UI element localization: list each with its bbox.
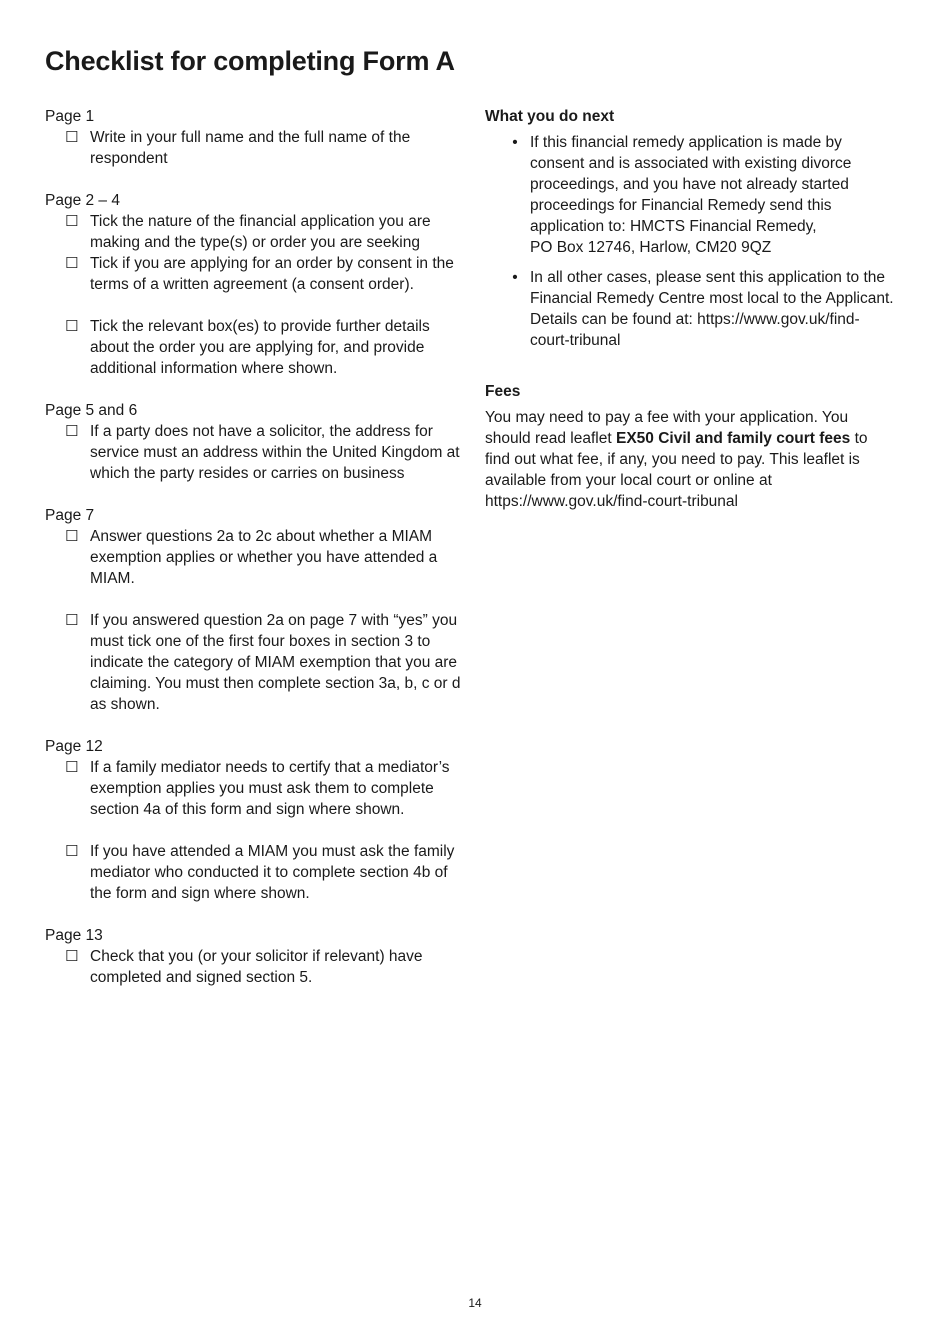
checkbox-icon[interactable]: ☐: [65, 528, 79, 545]
checklist-item-text: If you answered question 2a on page 7 with “yes” you must tick one of the first four boxes in section 3 to indicate the category of MIAM exemption that you are claiming. You must then complete section 3a, b, c or d as shown.: [90, 612, 461, 713]
checklist-item-text: Tick if you are applying for an order by consent in the terms of a written agreement (a consent order).: [90, 255, 454, 293]
fees-heading: Fees: [485, 383, 521, 400]
checklist-item-text: Answer questions 2a to 2c about whether a MIAM exemption applies or whether you have attended a MIAM.: [90, 528, 438, 587]
section-label: Page 2 – 4: [45, 192, 120, 209]
checklist-item: [45, 316, 470, 379]
checklist-item-text: If you have attended a MIAM you must ask the family mediator who conducted it to complete section 4b of the form and sign where shown.: [90, 843, 455, 902]
checklist-section-page-2-4: [45, 190, 470, 379]
checklist-item: [45, 946, 470, 988]
checklist-item: [45, 253, 470, 295]
next-step-text: In all other cases, please sent this application to the Financial Remedy Centre most local to the Applicant. Details can be found at: https://www.gov.uk/find-court-tribunal: [530, 269, 894, 349]
checkbox-icon[interactable]: ☐: [65, 843, 79, 860]
section-label: Page 13: [45, 927, 103, 944]
fees-section: [485, 381, 895, 512]
section-label: Page 7: [45, 507, 95, 524]
section-label: Page 5 and 6: [45, 402, 138, 419]
checklist-item: [45, 421, 470, 484]
next-step-item: [485, 132, 895, 258]
checklist-item-text: Tick the relevant box(es) to provide further details about the order you are applying for, and provide additional information where shown.: [90, 318, 430, 377]
checkbox-icon[interactable]: ☐: [65, 612, 79, 629]
checklist-section-page-7: [45, 505, 470, 715]
section-label: Page 1: [45, 108, 95, 125]
checkbox-icon[interactable]: ☐: [65, 129, 79, 146]
leaflet-name: EX50 Civil and family court fees: [615, 430, 851, 447]
next-step-item: [485, 267, 895, 351]
bullet-icon: •: [512, 134, 518, 151]
checkbox-icon[interactable]: ☐: [65, 423, 79, 440]
checklist-item-text: Write in your full name and the full name of the respondent: [90, 129, 411, 167]
checklist-item: [45, 127, 470, 169]
bullet-icon: •: [512, 269, 518, 286]
checklist-item: [45, 526, 470, 589]
page-title: Checklist for completing Form A: [45, 46, 455, 76]
checklist-column: [45, 106, 470, 1009]
checklist-item: [45, 211, 470, 253]
checkbox-icon[interactable]: ☐: [65, 213, 79, 230]
section-label: Page 12: [45, 738, 103, 755]
checkbox-icon[interactable]: ☐: [65, 948, 79, 965]
next-step-text: If this financial remedy application is made by consent and is associated with existing divorce proceedings, and you have not already started proceedings for Financial Remedy send this application to: HMCTS Financial Remedy,: [530, 134, 852, 235]
checklist-section-page-12: [45, 736, 470, 904]
info-column: [485, 106, 895, 512]
checklist-item: [45, 757, 470, 820]
checklist-section-page-5-6: [45, 400, 470, 484]
checkbox-icon[interactable]: ☐: [65, 759, 79, 776]
checkbox-icon[interactable]: ☐: [65, 318, 79, 335]
checklist-item-text: If a party does not have a solicitor, the address for service must an address within the United Kingdom at which the party resides or carries on business: [90, 423, 460, 482]
postal-address: PO Box 12746, Harlow, CM20 9QZ: [530, 239, 772, 256]
page-number: 14: [468, 1296, 482, 1310]
checklist-section-page-1: [45, 106, 470, 169]
checklist-section-page-13: [45, 925, 470, 988]
checklist-item: [45, 610, 470, 715]
checklist-item-text: If a family mediator needs to certify that a mediator’s exemption applies you must ask them to complete section 4a of this form and sign where shown.: [90, 759, 450, 818]
fees-paragraph: You may need to pay a fee with your application. You should read leaflet EX50 Civil and family court fees to find out what fee, if any, you need to pay. This leaflet is available from your local court or online at https://www.gov.uk/find-court-tribunal: [485, 409, 868, 510]
next-steps-heading: What you do next: [485, 108, 615, 125]
checklist-item-text: Tick the nature of the financial application you are making and the type(s) or order you are seeking: [90, 213, 431, 251]
checklist-item: [45, 841, 470, 904]
checkbox-icon[interactable]: ☐: [65, 255, 79, 272]
checklist-item-text: Check that you (or your solicitor if relevant) have completed and signed section 5.: [90, 948, 423, 986]
